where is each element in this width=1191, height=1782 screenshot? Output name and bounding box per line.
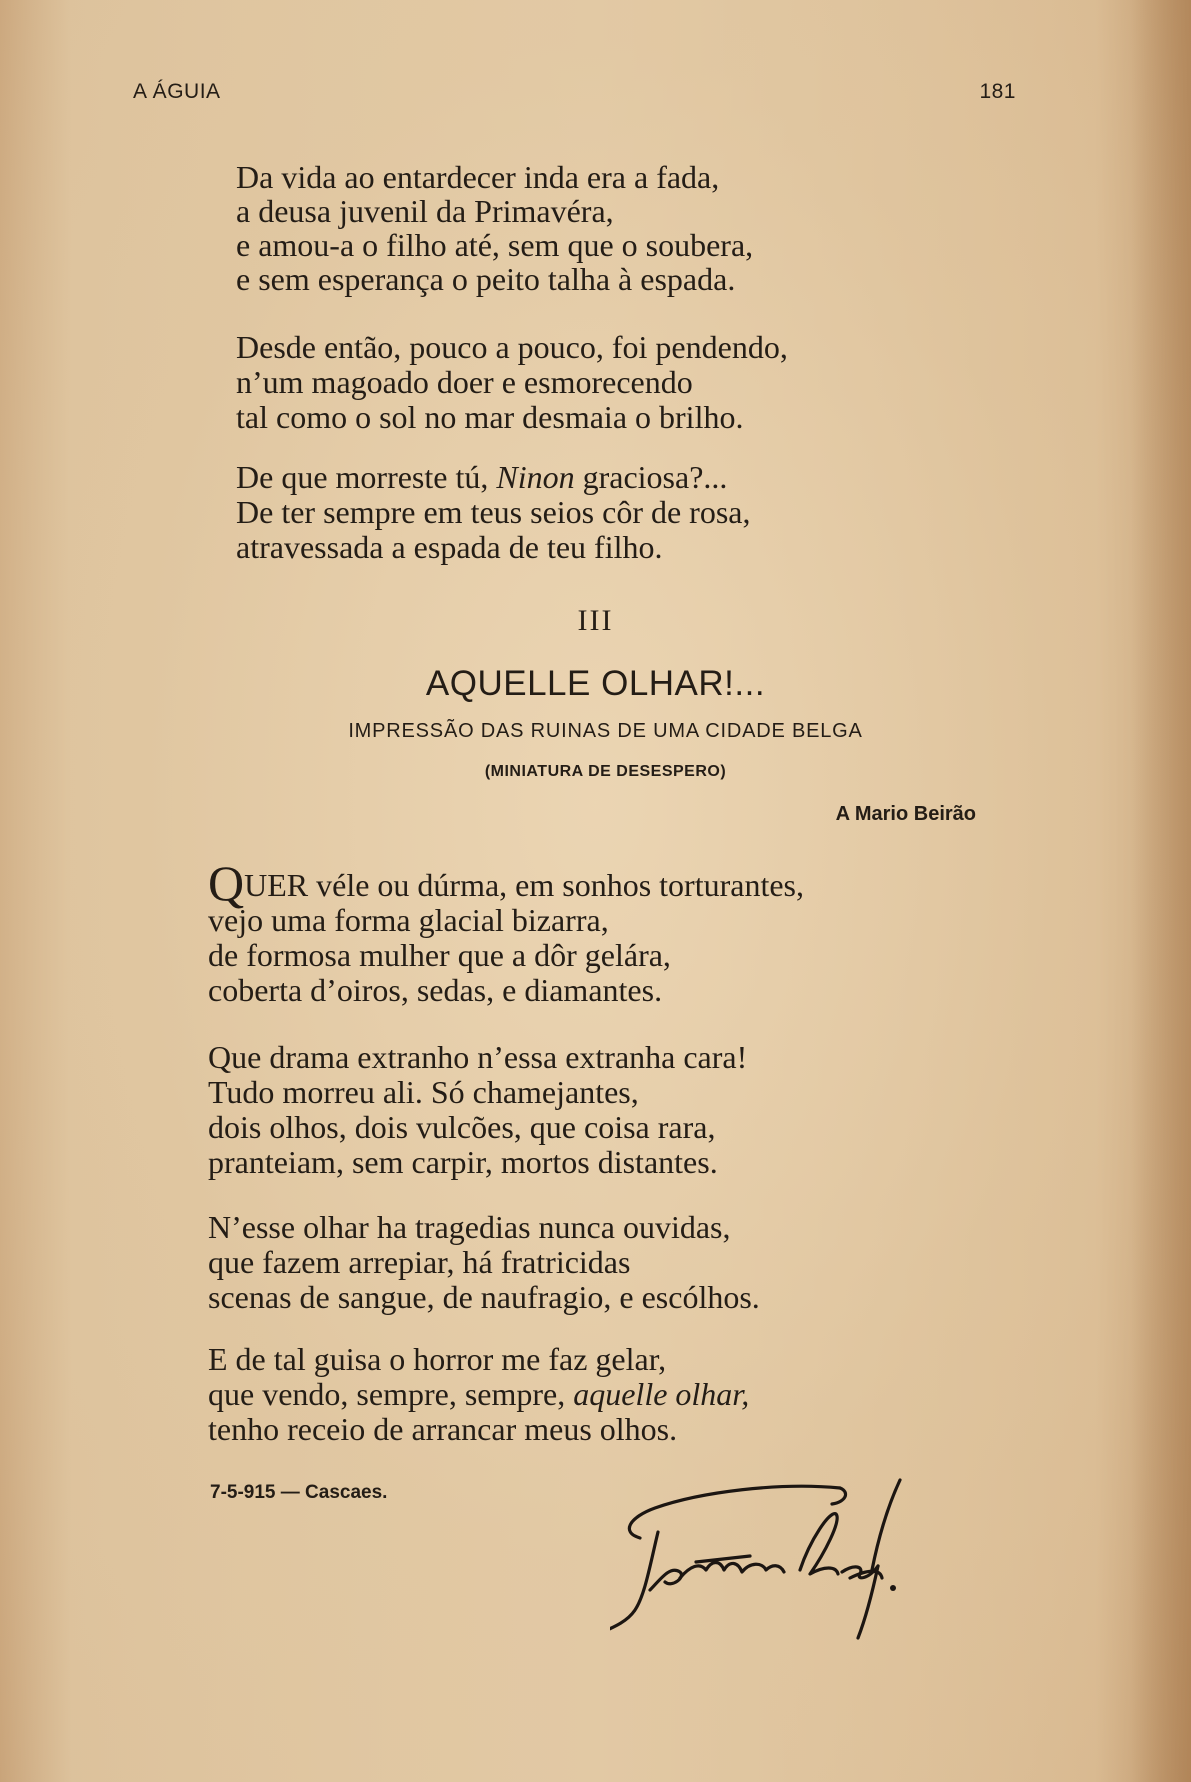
verse-line: Tudo morreu ali. Só chamejantes, (208, 1074, 639, 1110)
page-edge-shadow (1131, 0, 1191, 1782)
verse-line (208, 855, 804, 911)
verse-line: coberta d’oiros, sedas, e diamantes. (208, 972, 663, 1008)
running-header (133, 80, 1016, 104)
section-numeral: III (577, 604, 614, 637)
verse-line: De ter sempre em teus seios côr de rosa, (236, 494, 751, 530)
verse-line: tal como o sol no mar desmaia o brilho. (236, 399, 744, 435)
verse-line (236, 460, 750, 495)
verse-line: e amou-a o filho até, sem que o soubera, (236, 227, 754, 263)
verse-line (208, 1377, 749, 1412)
verse-line: que fazem arrepiar, há fratricidas (208, 1244, 631, 1280)
verse-line: n’um magoado doer e esmorecendo (236, 364, 693, 400)
author-signature (610, 1470, 1040, 1645)
verse-line: E de tal guisa o horror me faz gelar, (208, 1341, 667, 1377)
poem-subtitle: IMPRESSÃO DAS RUINAS DE UMA CIDADE BELGA (348, 720, 863, 742)
journal-title: A ÁGUIA (133, 80, 221, 103)
verse-line: de formosa mulher que a dôr gelára, (208, 937, 671, 973)
verse-line: Desde então, pouco a pouco, foi pendendo, (236, 329, 788, 365)
poem-ii-stanza-2 (236, 330, 788, 435)
verse-line: Da vida ao entardecer inda era a fada, (236, 159, 720, 195)
verse-line: pranteiam, sem carpir, mortos distantes. (208, 1144, 718, 1180)
verse-line: a deusa juvenil da Primavéra, (236, 193, 614, 229)
verse-line: tenho receio de arrancar meus olhos. (208, 1411, 678, 1447)
poem-ii-stanza-3 (236, 460, 750, 565)
verse-italic-name: Ninon (496, 459, 575, 495)
verse-text: graciosa?... (574, 459, 728, 495)
verse-line: e sem esperança o peito talha à espada. (236, 261, 736, 297)
verse-line: vejo uma forma glacial bizarra, (208, 902, 609, 938)
poem-title: AQUELLE OLHAR!... (425, 664, 766, 703)
verse-line: Que drama extranho n’essa extranha cara! (208, 1039, 748, 1075)
poem-iii-stanza-2 (208, 1040, 747, 1180)
poem-subsubtitle: (MINIATURA DE DESESPERO) (484, 763, 727, 780)
page-number: 181 (979, 80, 1016, 103)
dedication: A Mario Beirão (835, 803, 976, 825)
drop-cap: Q (208, 855, 245, 911)
verse-line: scenas de sangue, de naufragio, e escólhos. (208, 1279, 760, 1315)
poem-iii-stanza-1 (208, 855, 804, 1008)
verse-text: UER véle ou dúrma, em sonhos torturantes, (244, 867, 804, 903)
verse-italic: aquelle olhar, (573, 1376, 750, 1412)
verse-text: De que morreste tú, (236, 459, 497, 495)
poem-iii-stanza-4 (208, 1342, 749, 1447)
verse-line: atravessada a espada de teu filho. (236, 529, 663, 565)
poem-ii-stanza-1 (236, 160, 753, 296)
verse-text: que vendo, sempre, sempre, (208, 1376, 574, 1412)
poem-iii-stanza-3 (208, 1210, 760, 1315)
verse-line: N’esse olhar ha tragedias nunca ouvidas, (208, 1209, 731, 1245)
dateline: 7-5-915 — Cascaes. (210, 1482, 388, 1503)
verse-line: dois olhos, dois vulcões, que coisa rara, (208, 1109, 716, 1145)
